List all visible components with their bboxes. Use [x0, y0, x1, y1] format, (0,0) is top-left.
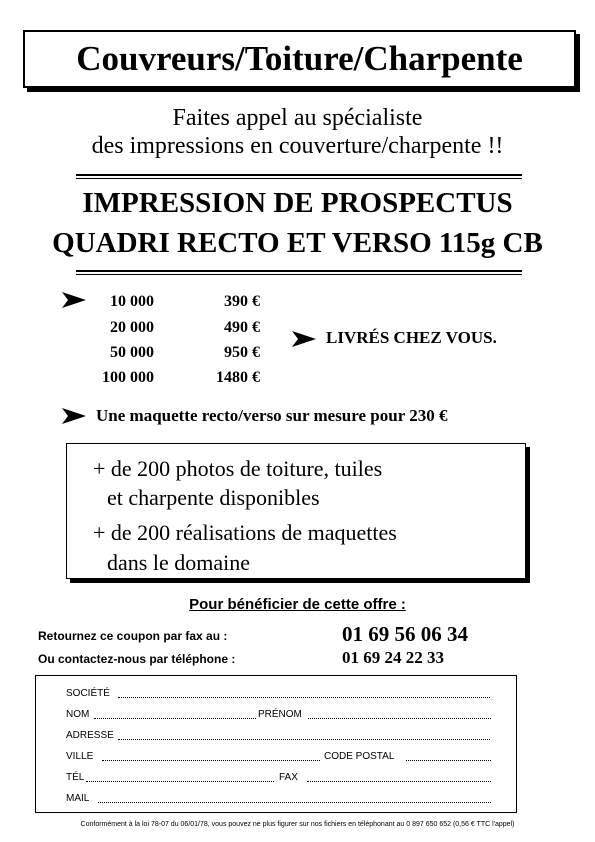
price-quantity: 20 000	[110, 319, 154, 336]
divider-bottom-thin	[76, 274, 522, 275]
price-amount: 1480 €	[216, 369, 260, 386]
mail-label: MAIL	[66, 793, 90, 804]
fax-label: Retournez ce coupon par fax au :	[38, 629, 228, 643]
intro-line-1: Faites appel au spécialiste	[172, 105, 423, 131]
price-amount: 490 €	[224, 319, 260, 336]
divider-top-thin	[76, 178, 522, 179]
feature-2-line-2: dans le domaine	[107, 550, 250, 575]
page-title: Couvreurs/Toiture/Charpente	[76, 39, 523, 78]
societe-field[interactable]	[66, 688, 491, 700]
tel-label: TÉL	[66, 772, 85, 783]
fax-dots	[307, 781, 491, 782]
ville-label: VILLE	[66, 751, 94, 762]
divider-bottom	[76, 270, 522, 272]
phone-number: 01 69 24 22 33	[342, 648, 444, 667]
price-quantity: 100 000	[102, 369, 154, 386]
price-amount: 950 €	[224, 344, 260, 361]
prenom-dots	[308, 718, 491, 719]
title-box	[23, 30, 576, 88]
arrow-icon	[62, 408, 86, 424]
adresse-dots	[118, 739, 490, 740]
coupon-form	[35, 675, 517, 813]
mail-dots	[98, 802, 491, 803]
maquette-offer: Une maquette recto/verso sur mesure pour 230 €	[96, 406, 448, 425]
tel-dots	[86, 781, 274, 782]
divider-top	[76, 174, 522, 176]
fax-number: 01 69 56 06 34	[342, 622, 468, 646]
nom-label: NOM	[66, 709, 90, 720]
price-quantity: 50 000	[110, 344, 154, 361]
offer-heading: Pour bénéficier de cette offre :	[189, 596, 406, 613]
mail-field[interactable]	[66, 793, 491, 805]
feature-2-line-1: + de 200 réalisations de maquettes	[93, 520, 397, 545]
headline-line-1: IMPRESSION DE PROSPECTUS	[82, 187, 513, 219]
adresse-field[interactable]	[66, 730, 491, 742]
price-quantity: 10 000	[110, 293, 154, 310]
nom-dots	[94, 718, 256, 719]
intro-line-2: des impressions en couverture/charpente !!	[91, 133, 504, 159]
code-postal-field[interactable]	[324, 751, 491, 763]
feature-1-line-2: et charpente disponibles	[107, 485, 320, 510]
adresse-label: ADRESSE	[66, 730, 114, 741]
societe-label: SOCIÉTÉ	[66, 688, 110, 699]
nom-field[interactable]	[66, 709, 258, 721]
legal-notice: Conformément à la loi 78-07 du 06/01/78, vous pouvez ne plus figurer sur nos fichiers en téléphonant au 0 897 650 652 (0,56 € TTC l'appel)	[80, 821, 515, 828]
societe-dots	[118, 697, 490, 698]
price-amount: 390 €	[224, 293, 260, 310]
feature-1-line-1: + de 200 photos de toiture, tuiles	[93, 456, 383, 481]
ville-field[interactable]	[66, 751, 322, 763]
ville-dots	[102, 760, 320, 761]
code-postal-dots	[406, 760, 491, 761]
prenom-field[interactable]	[258, 709, 491, 721]
fax-field-label: FAX	[279, 772, 298, 783]
features-box	[66, 443, 526, 579]
tel-field[interactable]	[66, 772, 276, 784]
fax-field[interactable]	[279, 772, 491, 784]
arrow-icon	[292, 331, 316, 347]
phone-label: Ou contactez-nous par téléphone :	[38, 652, 236, 666]
delivery-text: LIVRÉS CHEZ VOUS.	[326, 328, 497, 347]
code-postal-label: CODE POSTAL	[324, 751, 395, 762]
headline-line-2: QUADRI RECTO ET VERSO 115g CB	[52, 227, 543, 259]
prenom-label: PRÉNOM	[258, 709, 302, 720]
